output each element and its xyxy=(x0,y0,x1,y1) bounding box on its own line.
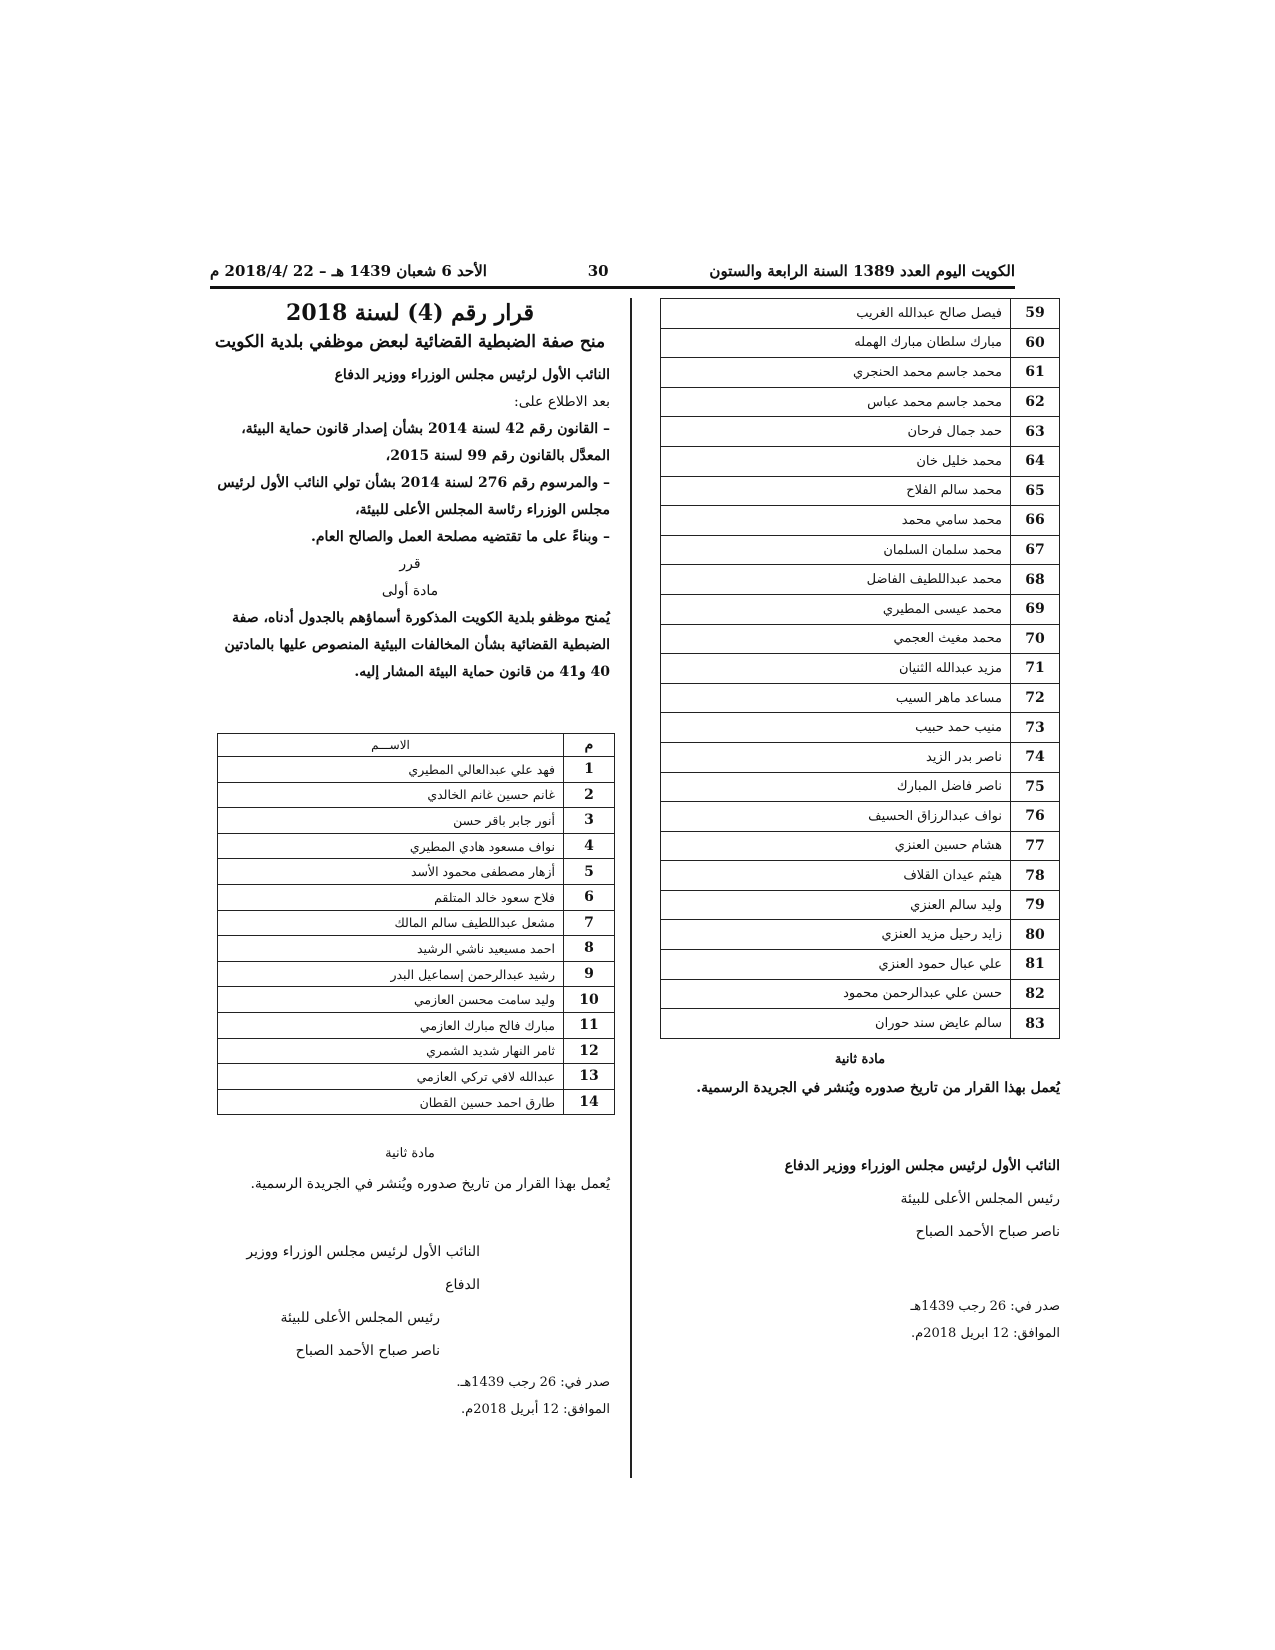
decree-title: قرار رقم (4) لسنة 2018 xyxy=(286,300,534,326)
row-number: 67 xyxy=(1011,535,1060,565)
table-row xyxy=(218,1089,615,1115)
row-number: 61 xyxy=(1011,358,1060,388)
table-row xyxy=(218,987,615,1013)
table-row xyxy=(218,859,615,885)
signer-role: رئيس المجلس الأعلى للبيئة xyxy=(280,1310,440,1326)
employee-name: مبارك فالح مبارك العازمي xyxy=(218,1012,564,1038)
row-number: 14 xyxy=(564,1089,615,1115)
table-row xyxy=(661,742,1060,772)
table-row xyxy=(661,950,1060,980)
row-number: 64 xyxy=(1011,446,1060,476)
gazette-title: الكويت اليوم العدد 1389 السنة الرابعة والستون xyxy=(709,262,1015,280)
decree-subtitle: منح صفة الضبطية القضائية لبعض موظفي بلدية الكويت xyxy=(214,332,606,352)
signer-title: النائب الأول لرئيس مجلس الوزراء ووزير الدفاع xyxy=(784,1158,1060,1174)
table-row xyxy=(218,1064,615,1090)
table-row xyxy=(661,713,1060,743)
column-header-name: الاســـم xyxy=(218,734,564,757)
row-number: 13 xyxy=(564,1064,615,1090)
employee-name: سالم عايض سند حوران xyxy=(661,1009,1011,1039)
signer-role: رئيس المجلس الأعلى للبيئة xyxy=(900,1191,1060,1207)
row-number: 81 xyxy=(1011,950,1060,980)
employee-name: محمد جاسم محمد الحنجري xyxy=(661,358,1011,388)
right-signature xyxy=(660,1150,1060,1249)
decree-body xyxy=(210,300,610,686)
employee-name: علي عبال حمود العنزي xyxy=(661,950,1011,980)
employee-name: فلاح سعود خالد المتلقم xyxy=(218,884,564,910)
table-row xyxy=(661,624,1060,654)
employee-name: محمد سالم الفلاح xyxy=(661,476,1011,506)
right-article-2 xyxy=(660,1046,1060,1102)
page-number: 30 xyxy=(587,262,609,280)
table-row xyxy=(661,594,1060,624)
article-1-text: يُمنح موظفو بلدية الكويت المذكورة أسماؤهم بالجدول أدناه، صفة الضبطية القضائية بشأن المخالفات البيئية المنصوص عليها بالمادتين 40 و41 من قانون حماية البيئة المشار إليه. xyxy=(224,610,610,680)
table-row xyxy=(661,299,1060,329)
left-article-2 xyxy=(210,1140,610,1198)
article-2-heading: مادة ثانية xyxy=(385,1146,435,1161)
row-number: 11 xyxy=(564,1012,615,1038)
table-row xyxy=(661,920,1060,950)
corresponding-date: الموافق: 12 ابريل 2018م. xyxy=(911,1326,1060,1341)
employee-name: مشعل عبداللطيف سالم المالك xyxy=(218,910,564,936)
table-row xyxy=(661,890,1060,920)
employee-name: محمد خليل خان xyxy=(661,446,1011,476)
decided-label: قرر xyxy=(399,556,421,572)
row-number: 59 xyxy=(1011,299,1060,329)
table-row xyxy=(661,802,1060,832)
row-number: 78 xyxy=(1011,861,1060,891)
employee-name: محمد عبداللطيف الفاضل xyxy=(661,565,1011,595)
table-row xyxy=(661,565,1060,595)
employee-name: محمد جاسم محمد عباس xyxy=(661,387,1011,417)
row-number: 9 xyxy=(564,961,615,987)
decree-issuer: النائب الأول لرئيس مجلس الوزراء ووزير الدفاع xyxy=(334,367,610,383)
article-1-heading: مادة أولى xyxy=(381,583,439,599)
employee-name: وليد سامت محسن العازمي xyxy=(218,987,564,1013)
employee-name: فيصل صالح عبدالله الغريب xyxy=(661,299,1011,329)
table-row xyxy=(661,446,1060,476)
row-number: 72 xyxy=(1011,683,1060,713)
table-row xyxy=(218,808,615,834)
table-row xyxy=(661,654,1060,684)
employee-name: زايد رحيل مزيد العنزي xyxy=(661,920,1011,950)
employee-name: نواف مسعود هادي المطيري xyxy=(218,833,564,859)
table-row xyxy=(218,936,615,962)
employee-name: حمد جمال فرحان xyxy=(661,417,1011,447)
table-row xyxy=(218,1012,615,1038)
row-number: 68 xyxy=(1011,565,1060,595)
row-number: 2 xyxy=(564,782,615,808)
table-row xyxy=(661,535,1060,565)
names-table xyxy=(217,733,615,1115)
table-row xyxy=(218,1038,615,1064)
table-row xyxy=(661,417,1060,447)
employee-name: ناصر فاضل المبارك xyxy=(661,772,1011,802)
row-number: 69 xyxy=(1011,594,1060,624)
table-row xyxy=(661,387,1060,417)
row-number: 65 xyxy=(1011,476,1060,506)
row-number: 76 xyxy=(1011,802,1060,832)
row-number: 5 xyxy=(564,859,615,885)
row-number: 10 xyxy=(564,987,615,1013)
employee-name: منيب حمد حبيب xyxy=(661,713,1011,743)
table-row xyxy=(218,884,615,910)
reference-law: – القانون رقم 42 لسنة 2014 بشأن إصدار قانون حماية البيئة، المعدَّل بالقانون رقم 99 لسنة 2015، xyxy=(241,421,610,464)
row-number: 8 xyxy=(564,936,615,962)
employee-name: رشيد عبدالرحمن إسماعيل البدر xyxy=(218,961,564,987)
issue-date: الأحد 6 شعبان 1439 هـ – 22 /2018/4 م xyxy=(210,262,487,280)
employee-name: غانم حسين غانم الخالدي xyxy=(218,782,564,808)
table-row xyxy=(661,979,1060,1009)
left-signature xyxy=(210,1236,610,1368)
table-row xyxy=(218,757,615,783)
table-row xyxy=(661,506,1060,536)
row-number: 4 xyxy=(564,833,615,859)
issued-date: صدر في: 26 رجب 1439هـ. xyxy=(456,1375,610,1390)
table-row xyxy=(661,476,1060,506)
employee-name: حسن علي عبدالرحمن محمود xyxy=(661,979,1011,1009)
employee-name: محمد مغيث العجمي xyxy=(661,624,1011,654)
row-number: 80 xyxy=(1011,920,1060,950)
employee-name: هشام حسين العنزي xyxy=(661,831,1011,861)
page-header xyxy=(210,258,1015,284)
employee-name: محمد عيسى المطيري xyxy=(661,594,1011,624)
names-table-continued xyxy=(660,298,1060,1039)
row-number: 79 xyxy=(1011,890,1060,920)
table-row xyxy=(218,782,615,808)
employee-name: عبدالله لافي تركي العازمي xyxy=(218,1064,564,1090)
row-number: 12 xyxy=(564,1038,615,1064)
row-number: 71 xyxy=(1011,654,1060,684)
row-number: 63 xyxy=(1011,417,1060,447)
table-row xyxy=(661,831,1060,861)
row-number: 82 xyxy=(1011,979,1060,1009)
employee-name: ثامر النهار شديد الشمري xyxy=(218,1038,564,1064)
employee-name: طارق احمد حسين القطان xyxy=(218,1089,564,1115)
table-row xyxy=(218,961,615,987)
employee-name: مساعد ماهر السيب xyxy=(661,683,1011,713)
column-divider xyxy=(630,298,632,1478)
row-number: 77 xyxy=(1011,831,1060,861)
table-header-row xyxy=(218,734,615,757)
employee-name: محمد سامي محمد xyxy=(661,506,1011,536)
signer-name: ناصر صباح الأحمد الصباح xyxy=(295,1343,440,1359)
column-header-number: م xyxy=(564,734,615,757)
article-2-text: يُعمل بهذا القرار من تاريخ صدوره ويُنشر في الجريدة الرسمية. xyxy=(250,1176,610,1192)
signer-name: ناصر صباح الأحمد الصباح xyxy=(915,1224,1060,1240)
reference-decree: – والمرسوم رقم 276 لسنة 2014 بشأن تولي النائب الأول لرئيس مجلس الوزراء رئاسة المجلس الأعلى للبيئة، xyxy=(217,475,610,518)
table-row xyxy=(218,833,615,859)
right-dates xyxy=(660,1290,1060,1350)
after-review: بعد الاطلاع على: xyxy=(514,394,610,410)
row-number: 66 xyxy=(1011,506,1060,536)
row-number: 62 xyxy=(1011,387,1060,417)
table-row xyxy=(661,683,1060,713)
row-number: 6 xyxy=(564,884,615,910)
row-number: 7 xyxy=(564,910,615,936)
employee-name: محمد سلمان السلمان xyxy=(661,535,1011,565)
employee-name: أنور جابر باقر حسن xyxy=(218,808,564,834)
table-row xyxy=(661,1009,1060,1039)
row-number: 3 xyxy=(564,808,615,834)
row-number: 1 xyxy=(564,757,615,783)
employee-name: ناصر بدر الزيد xyxy=(661,742,1011,772)
employee-name: مزيد عبدالله الثنيان xyxy=(661,654,1011,684)
row-number: 73 xyxy=(1011,713,1060,743)
issued-date: صدر في: 26 رجب 1439هـ xyxy=(910,1299,1060,1314)
article-2-heading: مادة ثانية xyxy=(834,1052,886,1067)
row-number: 60 xyxy=(1011,328,1060,358)
employee-name: هيثم عيدان القلاف xyxy=(661,861,1011,891)
row-number: 75 xyxy=(1011,772,1060,802)
table-row xyxy=(661,861,1060,891)
article-2-text: يُعمل بهذا القرار من تاريخ صدوره ويُنشر في الجريدة الرسمية. xyxy=(696,1080,1060,1096)
employee-name: فهد علي عبدالعالي المطيري xyxy=(218,757,564,783)
table-row xyxy=(218,910,615,936)
table-row xyxy=(661,772,1060,802)
signer-title: النائب الأول لرئيس مجلس الوزراء ووزير الدفاع xyxy=(246,1244,480,1293)
row-number: 70 xyxy=(1011,624,1060,654)
row-number: 83 xyxy=(1011,1009,1060,1039)
employee-name: أزهار مصطفى محمود الأسد xyxy=(218,859,564,885)
table-row xyxy=(661,358,1060,388)
reference-interest: – وبناءً على ما تقتضيه مصلحة العمل والصالح العام. xyxy=(311,529,610,545)
employee-name: مبارك سلطان مبارك الهمله xyxy=(661,328,1011,358)
employee-name: احمد مسيعيد ناشي الرشيد xyxy=(218,936,564,962)
table-row xyxy=(661,328,1060,358)
corresponding-date: الموافق: 12 أبريل 2018م. xyxy=(461,1402,610,1417)
employee-name: نواف عبدالرزاق الحسيف xyxy=(661,802,1011,832)
left-dates xyxy=(210,1366,610,1426)
employee-name: وليد سالم العنزي xyxy=(661,890,1011,920)
header-rule xyxy=(210,286,1015,289)
row-number: 74 xyxy=(1011,742,1060,772)
